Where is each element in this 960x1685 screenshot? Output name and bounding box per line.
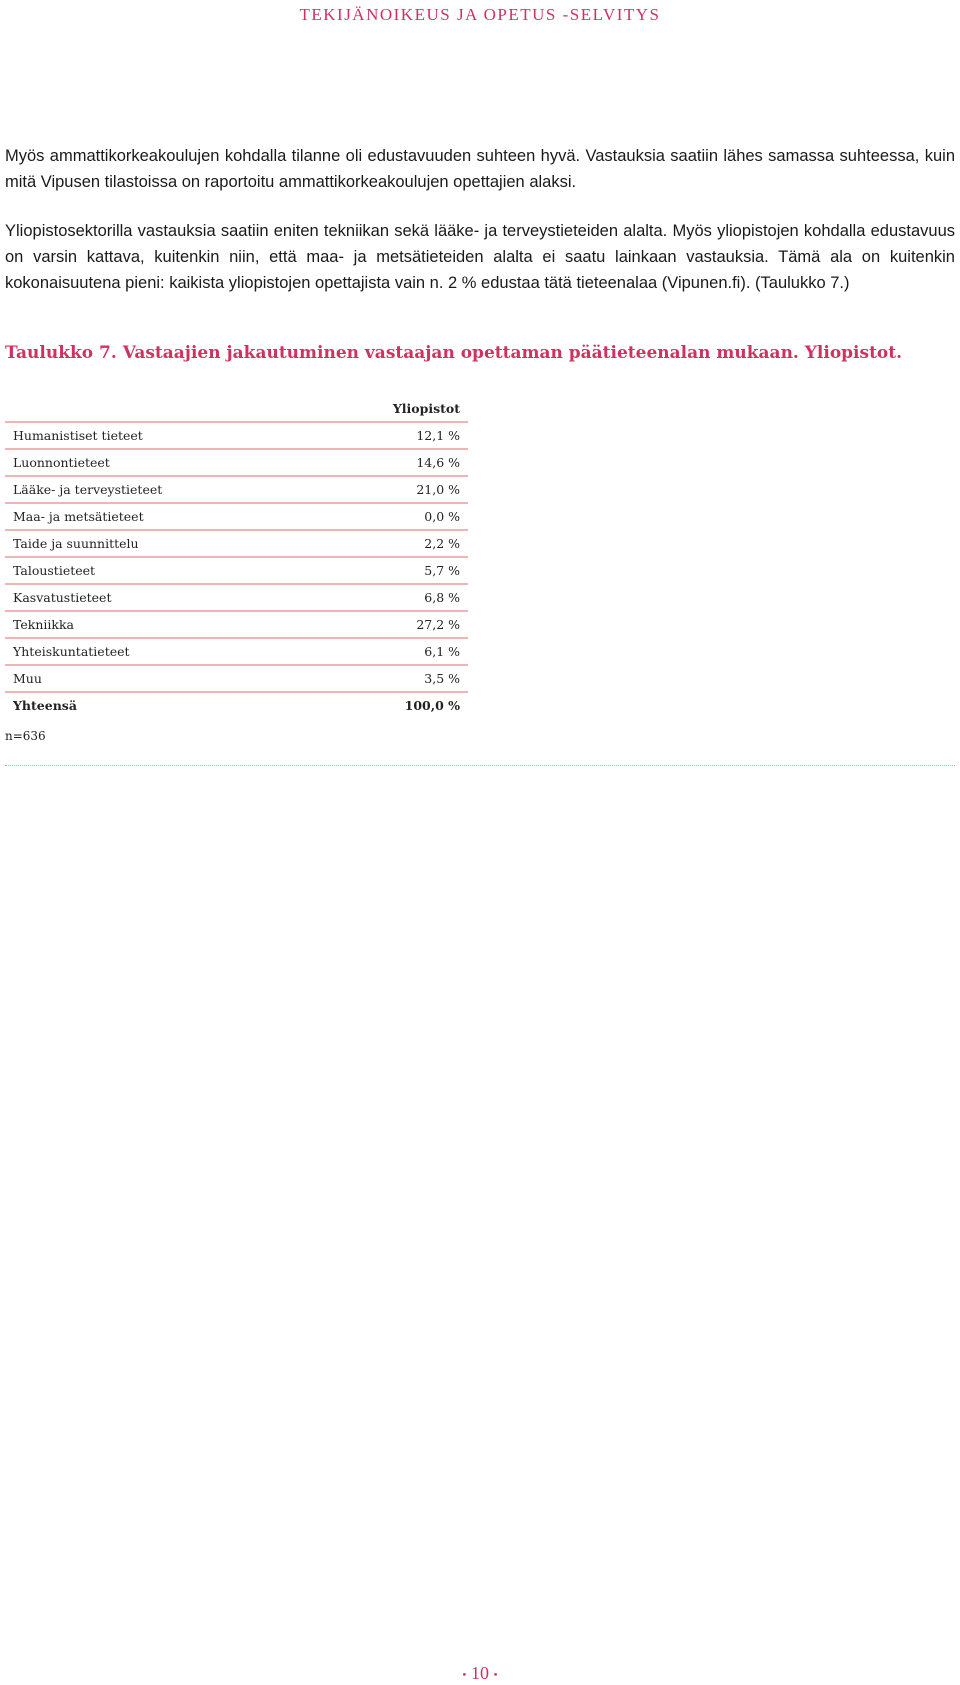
- table-row: [5, 584, 468, 611]
- table-caption: Taulukko 7. Vastaajien jakautuminen vastaajan opettaman päätieteenalan mukaan. Yliopistot.: [5, 343, 903, 363]
- row-value: 0,0 %: [313, 503, 468, 530]
- row-value: 6,8 %: [313, 584, 468, 611]
- total-label: Yhteensä: [13, 698, 77, 713]
- table-reference: Taulukko 7.: [760, 274, 844, 292]
- total-value: 100,0 %: [404, 698, 460, 713]
- row-label: Kasvatustieteet: [5, 584, 313, 611]
- running-title: TEKIJÄNOIKEUS JA OPETUS -SELVITYS: [299, 5, 661, 24]
- row-label: Humanistiset tieteet: [5, 422, 313, 449]
- row-value: 5,7 %: [313, 557, 468, 584]
- table-row: [5, 422, 468, 449]
- table-row: [5, 638, 468, 665]
- distribution-table: [5, 396, 468, 718]
- row-value: 2,2 %: [313, 530, 468, 557]
- paragraph-amk: Myös ammattikorkeakoulujen kohdalla tilanne oli edustavuuden suhteen hyvä. Vastauksia saatiin lähes samassa suhteessa, kuin mitä Vipusen tilastoissa on raportoitu ammattikorkeakoulujen opettajien alaksi.: [5, 147, 955, 191]
- table-row: [5, 557, 468, 584]
- table-row: [5, 530, 468, 557]
- bullet-right: •: [493, 1667, 498, 1682]
- table-row: [5, 503, 468, 530]
- row-label: Yhteiskuntatieteet: [5, 638, 313, 665]
- sample-size-note: n=636: [5, 729, 46, 743]
- table-row: [5, 476, 468, 503]
- row-label: Muu: [5, 665, 313, 692]
- row-label: Lääke- ja terveystieteet: [5, 476, 313, 503]
- column-header: Yliopistot: [313, 396, 468, 422]
- page-number-value: 10: [471, 1663, 489, 1683]
- row-label: Taide ja suunnittelu: [5, 530, 313, 557]
- bullet-left: •: [462, 1667, 467, 1682]
- row-value: 21,0 %: [313, 476, 468, 503]
- row-label: Luonnontieteet: [5, 449, 313, 476]
- table-total-row: [5, 692, 468, 718]
- table-row: [5, 665, 468, 692]
- row-label: Taloustieteet: [5, 557, 313, 584]
- row-value: 14,6 %: [313, 449, 468, 476]
- table-row: [5, 449, 468, 476]
- table-header-blank: [5, 396, 313, 422]
- row-value: 3,5 %: [313, 665, 468, 692]
- row-value: 12,1 %: [313, 422, 468, 449]
- page-number: [0, 1663, 960, 1684]
- table-header-row: [5, 396, 468, 422]
- dotted-divider: [5, 765, 955, 766]
- row-label: Tekniikka: [5, 611, 313, 638]
- paragraph-yliopisto: [5, 218, 955, 296]
- row-label: Maa- ja metsätieteet: [5, 503, 313, 530]
- row-value: 6,1 %: [313, 638, 468, 665]
- table-row: [5, 611, 468, 638]
- paragraph-yliopisto-text: Yliopistosektorilla vastauksia saatiin eniten tekniikan sekä lääke- ja terveystieteiden alalta. Myös yliopistojen kohdalla edustavuus on varsin kattava, kuitenkin niin, että maa- ja metsätieteiden alalta ei saatu lainkaan vastauksia. Tämä ala on kuitenkin kokonaisuutena pieni: kaikista yliopistojen opettajista vain n. 2 % edustaa tätä tieteenalaa (Vipunen.fi). (: [5, 222, 955, 292]
- paragraph-close: ): [843, 274, 850, 292]
- row-value: 27,2 %: [313, 611, 468, 638]
